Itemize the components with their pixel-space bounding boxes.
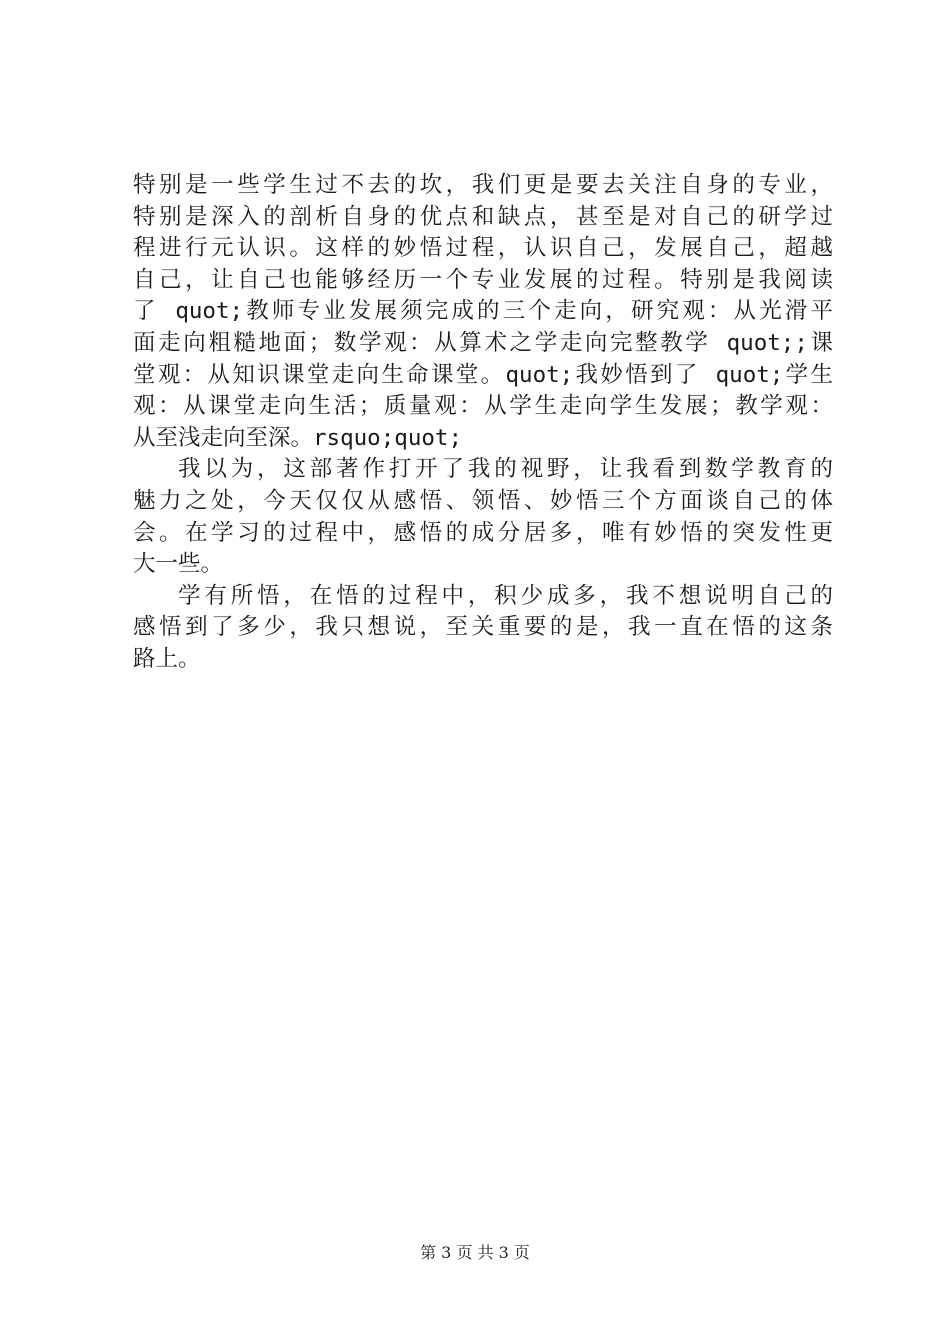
- body-line: 特别是深入的剖析自身的优点和缺点，甚至是对自己的研学过: [133, 203, 833, 230]
- body-line: 会。在学习的过程中，感悟的成分居多，唯有妙悟的突发性更: [133, 519, 833, 546]
- body-line: 我以为，这部著作打开了我的视野，让我看到数学教育的: [178, 456, 833, 483]
- body-line: 程进行元认识。这样的妙悟过程，认识自己，发展自己，超越: [133, 235, 833, 262]
- body-line: 观：从课堂走向生活；质量观：从学生走向学生发展；教学观：: [133, 393, 833, 420]
- body-line: 感悟到了多少，我只想说，至关重要的是，我一直在悟的这条: [133, 614, 833, 641]
- body-line: 堂观：从知识课堂走向生命课堂。quot;我妙悟到了 quot;学生: [133, 361, 833, 388]
- document-body: [133, 170, 833, 676]
- body-line: 了 quot;教师专业发展须完成的三个走向，研究观：从光滑平: [133, 298, 833, 325]
- body-line: 路上。: [133, 645, 201, 672]
- body-line: 从至浅走向至深。rsquo;quot;: [133, 424, 463, 451]
- body-line: 特别是一些学生过不去的坎，我们更是要去关注自身的专业，: [133, 172, 833, 198]
- body-line: 学有所悟，在悟的过程中，积少成多，我不想说明自己的: [178, 582, 833, 609]
- body-line: 自己，让自己也能够经历一个专业发展的过程。特别是我阅读: [133, 266, 833, 293]
- body-line: 大一些。: [133, 551, 224, 578]
- page-number-footer: 第 3 页 共 3 页: [420, 1243, 530, 1262]
- body-line: 魅力之处，今天仅仅从感悟、领悟、妙悟三个方面谈自己的体: [133, 487, 833, 514]
- body-line: 面走向粗糙地面；数学观：从算术之学走向完整教学 quot;;课: [133, 329, 833, 356]
